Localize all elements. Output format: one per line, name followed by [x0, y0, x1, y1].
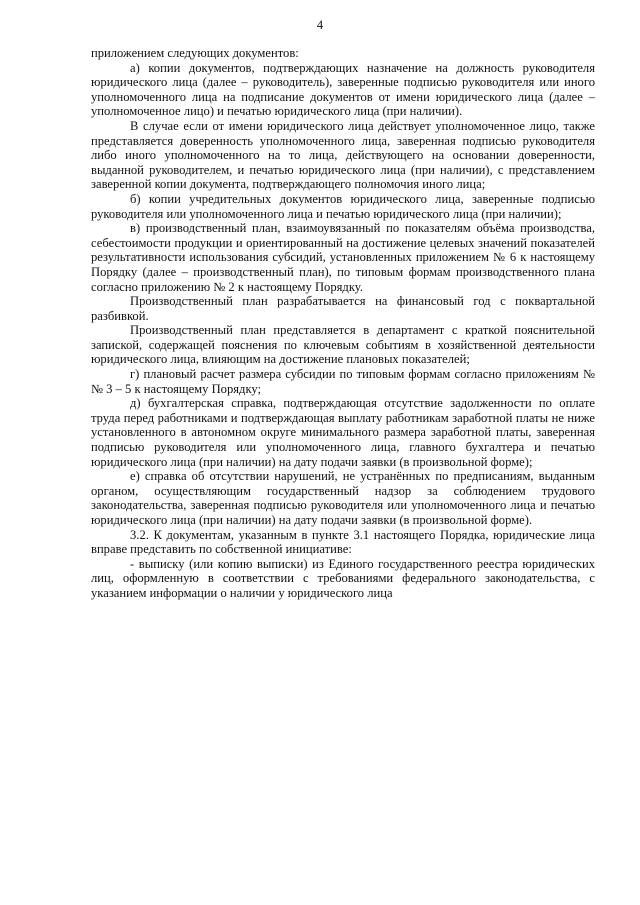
paragraph-item-d: д) бухгалтерская справка, подтверждающая отсутствие задолженности по оплате труда перед работниками и подтверждающая выплату работникам заработной платы не ниже установленного в автономном округе минимального размера заработной платы, заверенная подписью руководителя или уполномоченного лица, главного бухгалтера и печатью юридического лица (при наличии) на дату подачи заявки (в произвольной форме);	[91, 396, 595, 469]
paragraph-production-plan-note: Производственный план представляется в департамент с краткой пояснительной запиской, содержащей пояснения по ключевым событиям в хозяйственной деятельности юридического лица, влияющим на достижение плановых показателей;	[91, 323, 595, 367]
paragraph-item-a: а) копии документов, подтверждающих назначение на должность руководителя юридического лица (далее – руководитель), заверенные подписью руководителя или иного уполномоченного лица на подписание документов от имени юридического лица (далее – уполномоченное лицо) и печатью юридического лица (при наличии).	[91, 60, 595, 119]
paragraph-egrul-extract: - выписку (или копию выписки) из Единого государственного реестра юридических лиц, оформленную в соответствии с требованиями федерального законодательства, с указанием информации о наличии у юридического лица	[91, 556, 595, 600]
paragraph-production-plan-period: Производственный план разрабатывается на финансовый год с поквартальной разбивкой.	[91, 294, 595, 323]
paragraph-item-e: е) справка об отсутствии нарушений, не устранённых по предписаниям, выданным органом, осуществляющим государственный надзор за соблюдением трудового законодательства, заверенная подписью руководителя или уполномоченного лица и печатью юридического лица (при наличии) на дату подачи заявки (в произвольной форме).	[91, 469, 595, 527]
paragraph-item-g: г) плановый расчет размера субсидии по типовым формам согласно приложениям №№ 3 – 5 к настоящему Порядку;	[91, 367, 595, 396]
paragraph-continuation: приложением следующих документов:	[91, 46, 299, 60]
paragraph-section-3-2: 3.2. К документам, указанным в пункте 3.1 настоящего Порядка, юридические лица вправе представить по собственной инициативе:	[91, 527, 595, 557]
page-number: 4	[316, 18, 324, 32]
paragraph-item-c: в) производственный план, взаимоувязанный по показателям объёма производства, себестоимости продукции и ориентированный на достижение целевых значений показателей результативности использования субсидий, установленных приложением № 6 к настоящему Порядку (далее – производственный план), по типовым формам производственного плана согласно приложению № 2 к настоящему Порядку.	[91, 221, 595, 294]
paragraph-item-b: б) копии учредительных документов юридического лица, заверенные подписью руководителя или уполномоченного лица и печатью юридического лица (при наличии);	[91, 191, 595, 221]
document-body	[91, 46, 595, 601]
paragraph-authorized-person: В случае если от имени юридического лица действует уполномоченное лицо, также представляется доверенность уполномоченного лица, заверенная подписью руководителя либо иного уполномоченного на то лица, действующего на основании доверенности, выданной руководителем, и печатью юридического лица (при наличии), с представлением заверенной копии документа, подтверждающего полномочия иного лица;	[91, 118, 595, 192]
